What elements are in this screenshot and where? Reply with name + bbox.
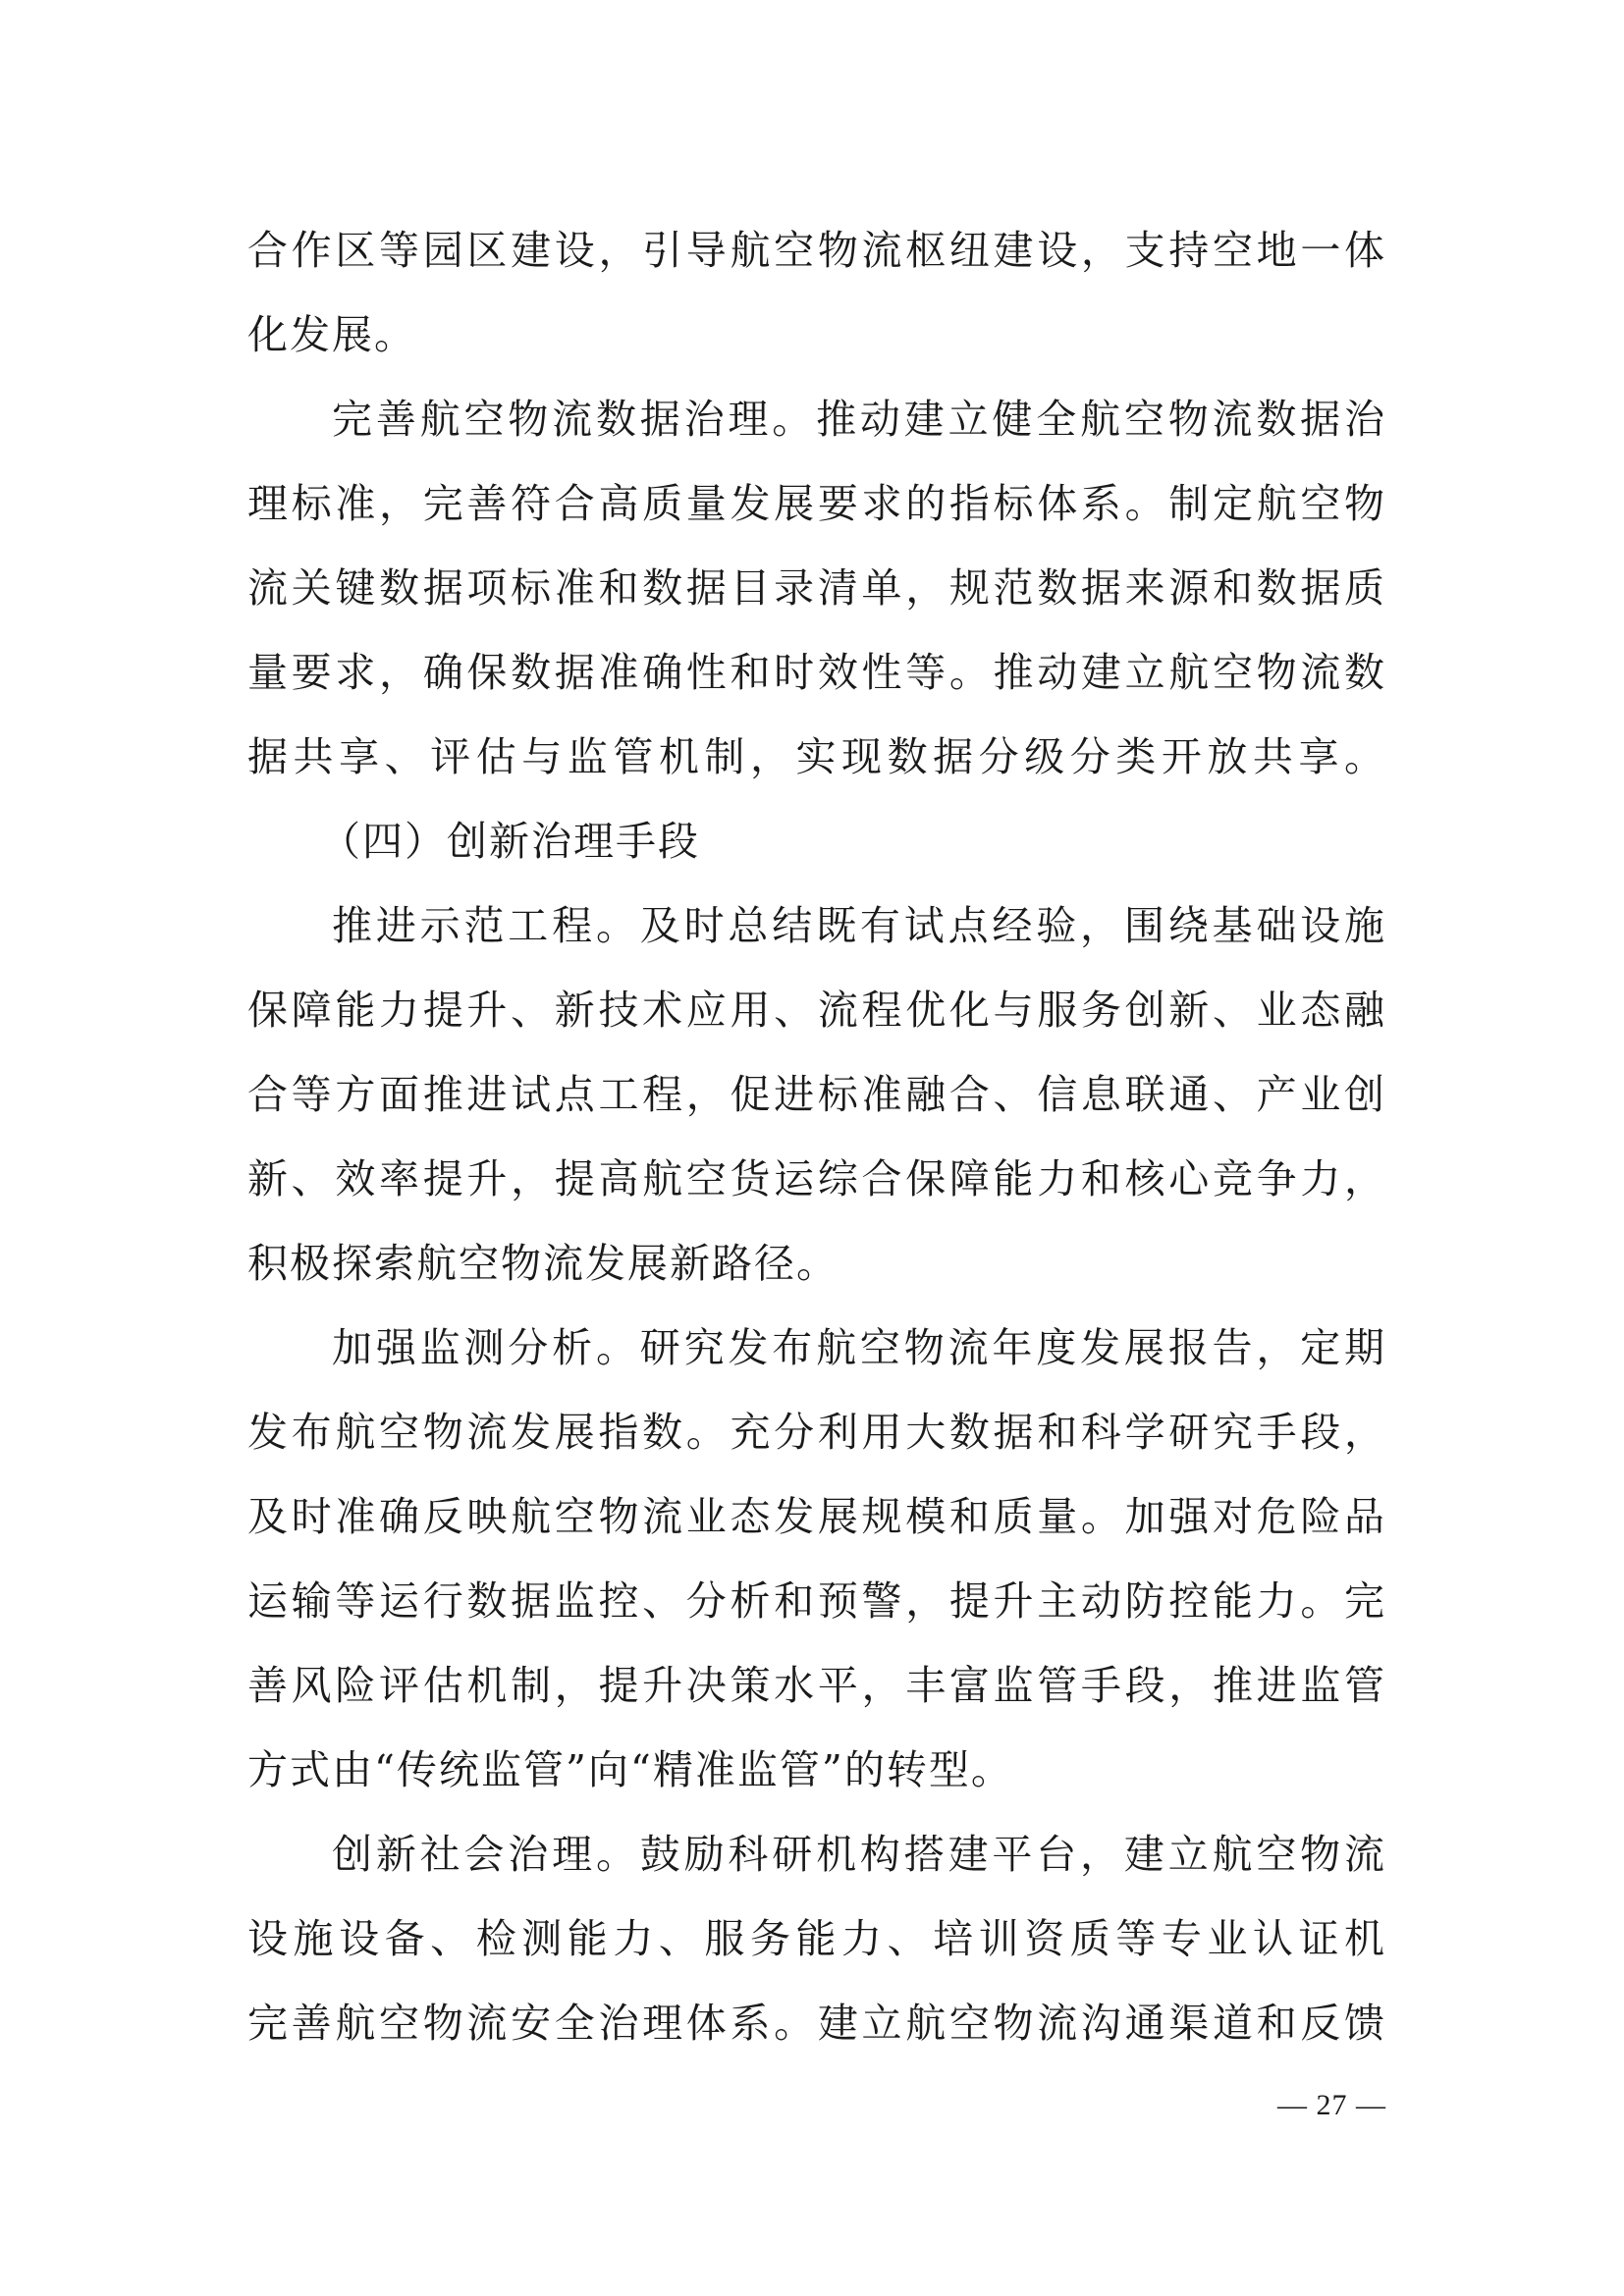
paragraph-start-line: 创新社会治理。鼓励科研机构搭建平台，建立航空物流: [332, 1831, 1386, 1878]
text-line: 化发展。: [247, 311, 416, 358]
page-number: — 27 —: [1277, 2089, 1386, 2121]
paragraph-start-line: 加强监测分析。研究发布航空物流年度发展报告，定期: [332, 1324, 1386, 1371]
text-line: 据共享、评估与监管机制，实现数据分级分类开放共享。: [247, 733, 1386, 780]
text-line: 运输等运行数据监控、分析和预警，提升主动防控能力。完: [247, 1577, 1386, 1625]
text-line: 量要求，确保数据准确性和时效性等。推动建立航空物流数: [247, 649, 1386, 696]
text-line: 设施设备、检测能力、服务能力、培训资质等专业认证机: [247, 1915, 1386, 1962]
text-line: 方式由“传统监管”向“精准监管”的转型。: [247, 1746, 1013, 1793]
text-line: 合作区等园区建设，引导航空物流枢纽建设，支持空地一体: [247, 227, 1386, 274]
text-line: 善风险评估机制，提升决策水平，丰富监管手段，推进监管: [247, 1662, 1386, 1709]
text-line: 流关键数据项标准和数据目录清单，规范数据来源和数据质: [247, 564, 1386, 612]
text-line: 积极探索航空物流发展新路径。: [247, 1240, 839, 1287]
paragraph-start-line: 完善航空物流数据治理。推动建立健全航空物流数据治: [332, 396, 1386, 443]
text-line: 保障能力提升、新技术应用、流程优化与服务创新、业态融: [247, 987, 1386, 1034]
text-line: 新、效率提升，提高航空货运综合保障能力和核心竞争力，: [247, 1155, 1386, 1202]
text-line: 合等方面推进试点工程，促进标准融合、信息联通、产业创: [247, 1071, 1386, 1118]
text-line: 发布航空物流发展指数。充分利用大数据和科学研究手段，: [247, 1409, 1386, 1456]
text-line: 完善航空物流安全治理体系。建立航空物流沟通渠道和反馈: [247, 2000, 1386, 2047]
text-line: 及时准确反映航空物流业态发展规模和质量。加强对危险品: [247, 1493, 1386, 1540]
text-line: 理标准，完善符合高质量发展要求的指标体系。制定航空物: [247, 480, 1386, 527]
paragraph-start-line: 推进示范工程。及时总结既有试点经验，围绕基础设施: [332, 902, 1386, 949]
section-heading: （四）创新治理手段: [320, 818, 700, 865]
body-text: [247, 208, 1386, 2065]
